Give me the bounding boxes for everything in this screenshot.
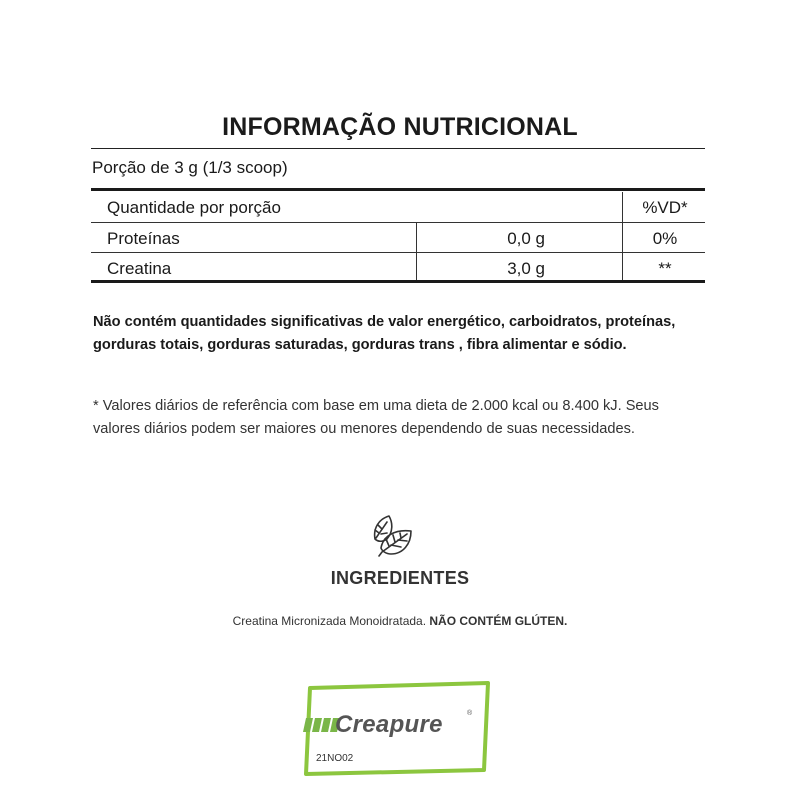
row-vd: ** [658,259,672,278]
table-row [91,222,705,253]
header-quantity-label: Quantidade por porção [107,198,281,217]
row-vd: 0% [652,229,678,248]
registered-mark: ® [467,710,473,717]
creapure-wordmark: Creapure [335,711,443,738]
ingredients-title: INGREDIENTES [330,568,470,588]
title-rule [91,148,705,149]
serving-size: Porção de 3 g (1/3 scoop) [92,158,288,177]
table-row [91,252,705,283]
ingredients-text [0,614,800,628]
daily-values-footnote: * Valores diários de referência com base em uma dieta de 2.000 kcal ou 8.400 kJ. Seus valores diários podem ser maiores ou menores dependendo de suas necessidades. [93,398,659,437]
row-label: Creatina [107,259,172,278]
table-header-row [91,192,705,222]
vd-column-divider [622,192,623,280]
gluten-free-statement: NÃO CONTÉM GLÚTEN. [426,614,568,628]
nutrition-table [91,188,705,283]
leaf-icon [371,514,415,558]
row-amount: 3,0 g [507,259,545,278]
nutrition-title: INFORMAÇÃO NUTRICIONAL [222,113,578,141]
amount-column-divider [416,222,417,280]
not-significant-note: Não contém quantidades significativas de valor energético, carboidratos, proteínas, gorduras totais, gorduras saturadas, gorduras trans , fibra alimentar e sódio. [93,314,676,353]
row-amount: 0,0 g [507,229,545,248]
header-vd-label: %VD* [642,198,688,217]
row-label: Proteínas [107,229,180,248]
badge-code: 21NO02 [316,753,354,764]
ingredients-list: Creatina Micronizada Monoidratada. [232,614,427,628]
